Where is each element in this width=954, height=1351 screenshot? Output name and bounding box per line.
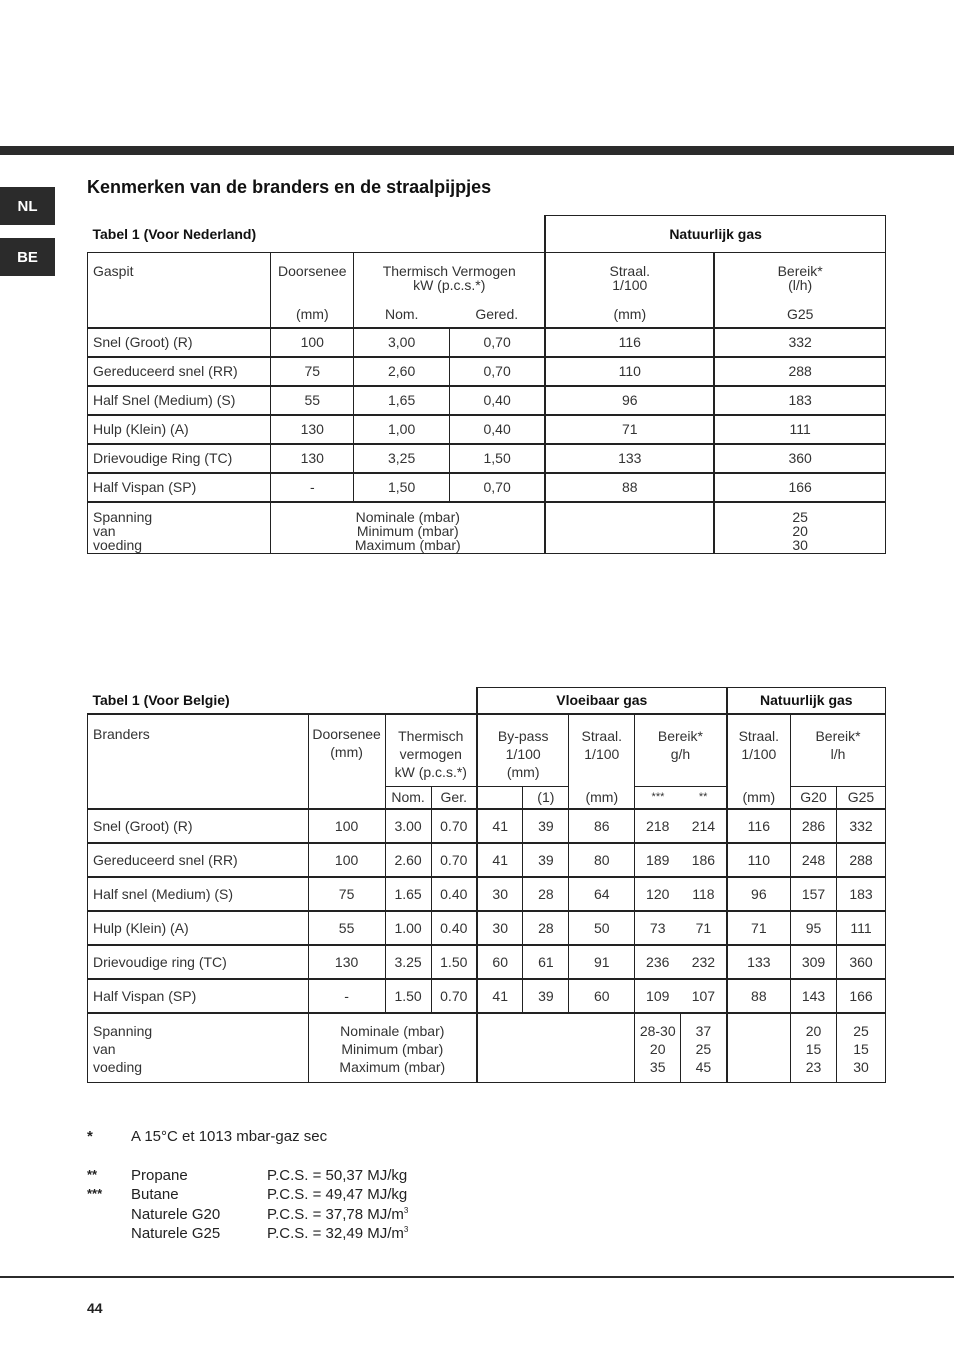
col-bereik: Bereik* g/h <box>635 714 727 787</box>
footnote-pcs <box>267 1167 407 1184</box>
sub-g20: G20 <box>791 787 837 809</box>
cell-value: 183 <box>714 386 885 415</box>
cell-value: 100 <box>308 809 385 843</box>
cell-value: 183 <box>836 877 885 911</box>
group-header-lpg: Vloeibaar gas <box>477 688 727 714</box>
cell-value: 214 <box>681 809 727 843</box>
cell-value: 0,70 <box>449 328 545 357</box>
cell-value: 130 <box>271 415 354 444</box>
cell-value: 157 <box>791 877 837 911</box>
cell-value: 0.70 <box>431 809 477 843</box>
cell-value: 1.65 <box>385 877 431 911</box>
row-label: Hulp (Klein) (A) <box>88 911 309 945</box>
page-number: 44 <box>87 1300 103 1316</box>
table-row <box>88 386 886 415</box>
cell-value: 73 <box>635 911 681 945</box>
cell-value: 116 <box>545 328 714 357</box>
table-row <box>88 877 886 911</box>
cell-value: 0,70 <box>449 473 545 502</box>
cell-value: 120 <box>635 877 681 911</box>
cell-value: 186 <box>681 843 727 877</box>
cell-value: 0,40 <box>449 386 545 415</box>
footnote-pcs-value: P.C.S. = 32,49 MJ/m <box>267 1224 404 1242</box>
footnote-gas: Naturele G25 <box>131 1224 221 1242</box>
table-row <box>88 444 886 473</box>
cell-value: 30 <box>477 911 523 945</box>
cell-value: 91 <box>569 945 635 979</box>
col-thermisch: Thermisch Vermogen kW (p.c.s.*) Nom. Gered. <box>354 253 546 328</box>
cell-value: 288 <box>836 843 885 877</box>
row-label: Half snel (Medium) (S) <box>88 877 309 911</box>
table-row <box>88 979 886 1013</box>
cell-value: 88 <box>545 473 714 502</box>
sub-g25: G25 <box>836 787 885 809</box>
page-title: Kenmerken van de branders en de straalpijpjes <box>87 177 492 197</box>
cell-value: 100 <box>271 328 354 357</box>
row-label: Drievoudige ring (TC) <box>88 945 309 979</box>
row-label: Half Snel (Medium) (S) <box>88 386 271 415</box>
cell-value: 2,60 <box>354 357 450 386</box>
cell-value: 110 <box>545 357 714 386</box>
table-row <box>88 328 886 357</box>
row-label: Snel (Groot) (R) <box>88 328 271 357</box>
group-header: Natuurlijk gas <box>545 216 885 253</box>
supply-pressures: Nominale (mbar) Minimum (mbar) Maximum (mbar) <box>271 502 545 554</box>
supply-propane: 37 25 45 <box>681 1013 727 1083</box>
table-caption: Tabel 1 (Voor Belgie) <box>88 688 478 714</box>
footnote-gas: Propane <box>131 1167 188 1184</box>
cell-value: 236 <box>635 945 681 979</box>
cell-value: 96 <box>727 877 791 911</box>
cell-value: 0.70 <box>431 843 477 877</box>
cell-value: 109 <box>635 979 681 1013</box>
cell-value: 130 <box>271 444 354 473</box>
cell-value: 28 <box>523 911 569 945</box>
footnote-pcs <box>267 1225 408 1242</box>
cell-value: 88 <box>727 979 791 1013</box>
cell-value: 0.40 <box>431 877 477 911</box>
supply-g25: 25 15 30 <box>836 1013 885 1083</box>
sub-propane: ** <box>681 787 727 809</box>
cell-value: 111 <box>836 911 885 945</box>
cell-value: 0,40 <box>449 415 545 444</box>
cell-value: 75 <box>271 357 354 386</box>
cell-value: 30 <box>477 877 523 911</box>
footnote-pcs-value: P.C.S. = 37,78 MJ/m <box>267 1205 404 1223</box>
cell-value: 143 <box>791 979 837 1013</box>
col-bereik: Bereik* (l/h) G25 <box>714 253 885 328</box>
footnote-pcs-exponent: 3 <box>403 1224 409 1234</box>
lang-tab-be[interactable]: BE <box>0 238 55 276</box>
col-thermisch: Thermisch vermogen kW (p.c.s.*) <box>385 714 477 787</box>
cell-value: 111 <box>714 415 885 444</box>
sub-ger: Ger. <box>431 787 477 809</box>
cell-value: 1,00 <box>354 415 450 444</box>
group-header-natural: Natuurlijk gas <box>727 688 886 714</box>
footnote-star: * <box>87 1128 93 1145</box>
cell-value: 60 <box>477 945 523 979</box>
cell-value: 1,65 <box>354 386 450 415</box>
cell-value: 39 <box>523 809 569 843</box>
cell-value: 75 <box>308 877 385 911</box>
supply-butane: 28-30 20 35 <box>635 1013 681 1083</box>
cell-value: 60 <box>569 979 635 1013</box>
cell-value: 71 <box>727 911 791 945</box>
cell-value: 55 <box>308 911 385 945</box>
supply-empty <box>545 502 714 554</box>
cell-value: 116 <box>727 809 791 843</box>
footnote-pcs-value: P.C.S. = 50,37 MJ/kg <box>267 1167 408 1184</box>
footnote-pcs-exponent: 3 <box>403 1205 409 1215</box>
cell-value: 248 <box>791 843 837 877</box>
cell-value: 41 <box>477 843 523 877</box>
footnote-gas: Naturele G20 <box>131 1205 221 1223</box>
cell-value: 3.25 <box>385 945 431 979</box>
cell-value: 1.00 <box>385 911 431 945</box>
footnote-mark: *** <box>87 1186 103 1202</box>
cell-value: 118 <box>681 877 727 911</box>
footnote-mark: ** <box>87 1167 98 1182</box>
row-label: Snel (Groot) (R) <box>88 809 309 843</box>
sub-bypass: (1) <box>523 787 569 809</box>
cell-value: 80 <box>569 843 635 877</box>
cell-value: 0.40 <box>431 911 477 945</box>
cell-value: 96 <box>545 386 714 415</box>
cell-value: 2.60 <box>385 843 431 877</box>
cell-value: 1.50 <box>431 945 477 979</box>
cell-value: 39 <box>523 843 569 877</box>
table-caption: Tabel 1 (Voor Nederland) <box>88 216 546 253</box>
col-straal: Straal. 1/100 (mm) <box>545 253 714 328</box>
col-nat-bereik: Bereik* l/h <box>791 714 886 787</box>
table-belgie <box>87 687 886 1083</box>
footnote-pcs-value: P.C.S. = 49,47 MJ/kg <box>267 1186 408 1204</box>
cell-value: 100 <box>308 843 385 877</box>
cell-value: 3,25 <box>354 444 450 473</box>
row-label: Hulp (Klein) (A) <box>88 415 271 444</box>
supply-label: Spanning van voeding <box>88 1013 309 1083</box>
col-doorsnee: Doorsenee (mm) <box>271 253 354 328</box>
footnote-gas: Butane <box>131 1186 179 1204</box>
footnote-pcs <box>267 1186 407 1203</box>
cell-value: 1.50 <box>385 979 431 1013</box>
cell-value: 133 <box>727 945 791 979</box>
row-label: Drievoudige Ring (TC) <box>88 444 271 473</box>
supply-g25: 25 20 30 <box>714 502 885 554</box>
table-row <box>88 945 886 979</box>
cell-value: 3,00 <box>354 328 450 357</box>
cell-value: 332 <box>714 328 885 357</box>
cell-value: 218 <box>635 809 681 843</box>
col-gaspit: Gaspit <box>88 253 271 328</box>
sub-butane: *** <box>635 787 681 809</box>
sub-nom: Nom. <box>385 787 431 809</box>
cell-value: 107 <box>681 979 727 1013</box>
cell-value: 332 <box>836 809 885 843</box>
row-label: Half Vispan (SP) <box>88 473 271 502</box>
supply-g20: 20 15 23 <box>791 1013 837 1083</box>
col-nat-straal: Straal. 1/100 <box>727 714 791 787</box>
cell-value: 288 <box>714 357 885 386</box>
col-straal: Straal. 1/100 <box>569 714 635 787</box>
sub-nat-straal: (mm) <box>727 787 791 809</box>
row-label: Half Vispan (SP) <box>88 979 309 1013</box>
sub-straal: (mm) <box>569 787 635 809</box>
row-label: Gereduceerd snel (RR) <box>88 357 271 386</box>
col-bypass: By-pass 1/100 (mm) <box>477 714 569 787</box>
cell-value: 166 <box>836 979 885 1013</box>
cell-value: 130 <box>308 945 385 979</box>
supply-label: Spanning van voeding <box>88 502 271 554</box>
cell-value: 61 <box>523 945 569 979</box>
footnote-text: A 15°C et 1013 mbar-gaz sec <box>131 1128 328 1145</box>
table-row <box>88 809 886 843</box>
col-doorsnee: Doorsenee (mm) <box>308 714 385 787</box>
cell-value: 133 <box>545 444 714 473</box>
cell-value: 189 <box>635 843 681 877</box>
table-nederland <box>87 215 886 554</box>
cell-value: 95 <box>791 911 837 945</box>
table-row <box>88 357 886 386</box>
cell-value: 64 <box>569 877 635 911</box>
cell-value: 286 <box>791 809 837 843</box>
cell-value: 0,70 <box>449 357 545 386</box>
cell-value: 71 <box>545 415 714 444</box>
cell-value: 309 <box>791 945 837 979</box>
supply-pressures: Nominale (mbar) Minimum (mbar) Maximum (mbar) <box>308 1013 477 1083</box>
cell-value: - <box>308 979 385 1013</box>
table-row <box>88 911 886 945</box>
cell-value: - <box>271 473 354 502</box>
top-rule <box>0 146 954 155</box>
cell-value: 28 <box>523 877 569 911</box>
cell-value: 39 <box>523 979 569 1013</box>
cell-value: 3.00 <box>385 809 431 843</box>
cell-value: 86 <box>569 809 635 843</box>
cell-value: 50 <box>569 911 635 945</box>
table-row <box>88 473 886 502</box>
cell-value: 1,50 <box>354 473 450 502</box>
col-branders: Branders <box>88 714 309 787</box>
cell-value: 232 <box>681 945 727 979</box>
row-label: Gereduceerd snel (RR) <box>88 843 309 877</box>
table-row <box>88 415 886 444</box>
cell-value: 166 <box>714 473 885 502</box>
cell-value: 1,50 <box>449 444 545 473</box>
cell-value: 41 <box>477 809 523 843</box>
footnote-pcs <box>267 1206 408 1223</box>
cell-value: 71 <box>681 911 727 945</box>
cell-value: 0.70 <box>431 979 477 1013</box>
lang-tab-nl[interactable]: NL <box>0 187 55 225</box>
cell-value: 55 <box>271 386 354 415</box>
cell-value: 360 <box>714 444 885 473</box>
cell-value: 110 <box>727 843 791 877</box>
table-row <box>88 843 886 877</box>
cell-value: 41 <box>477 979 523 1013</box>
bottom-rule <box>0 1276 954 1278</box>
cell-value: 360 <box>836 945 885 979</box>
